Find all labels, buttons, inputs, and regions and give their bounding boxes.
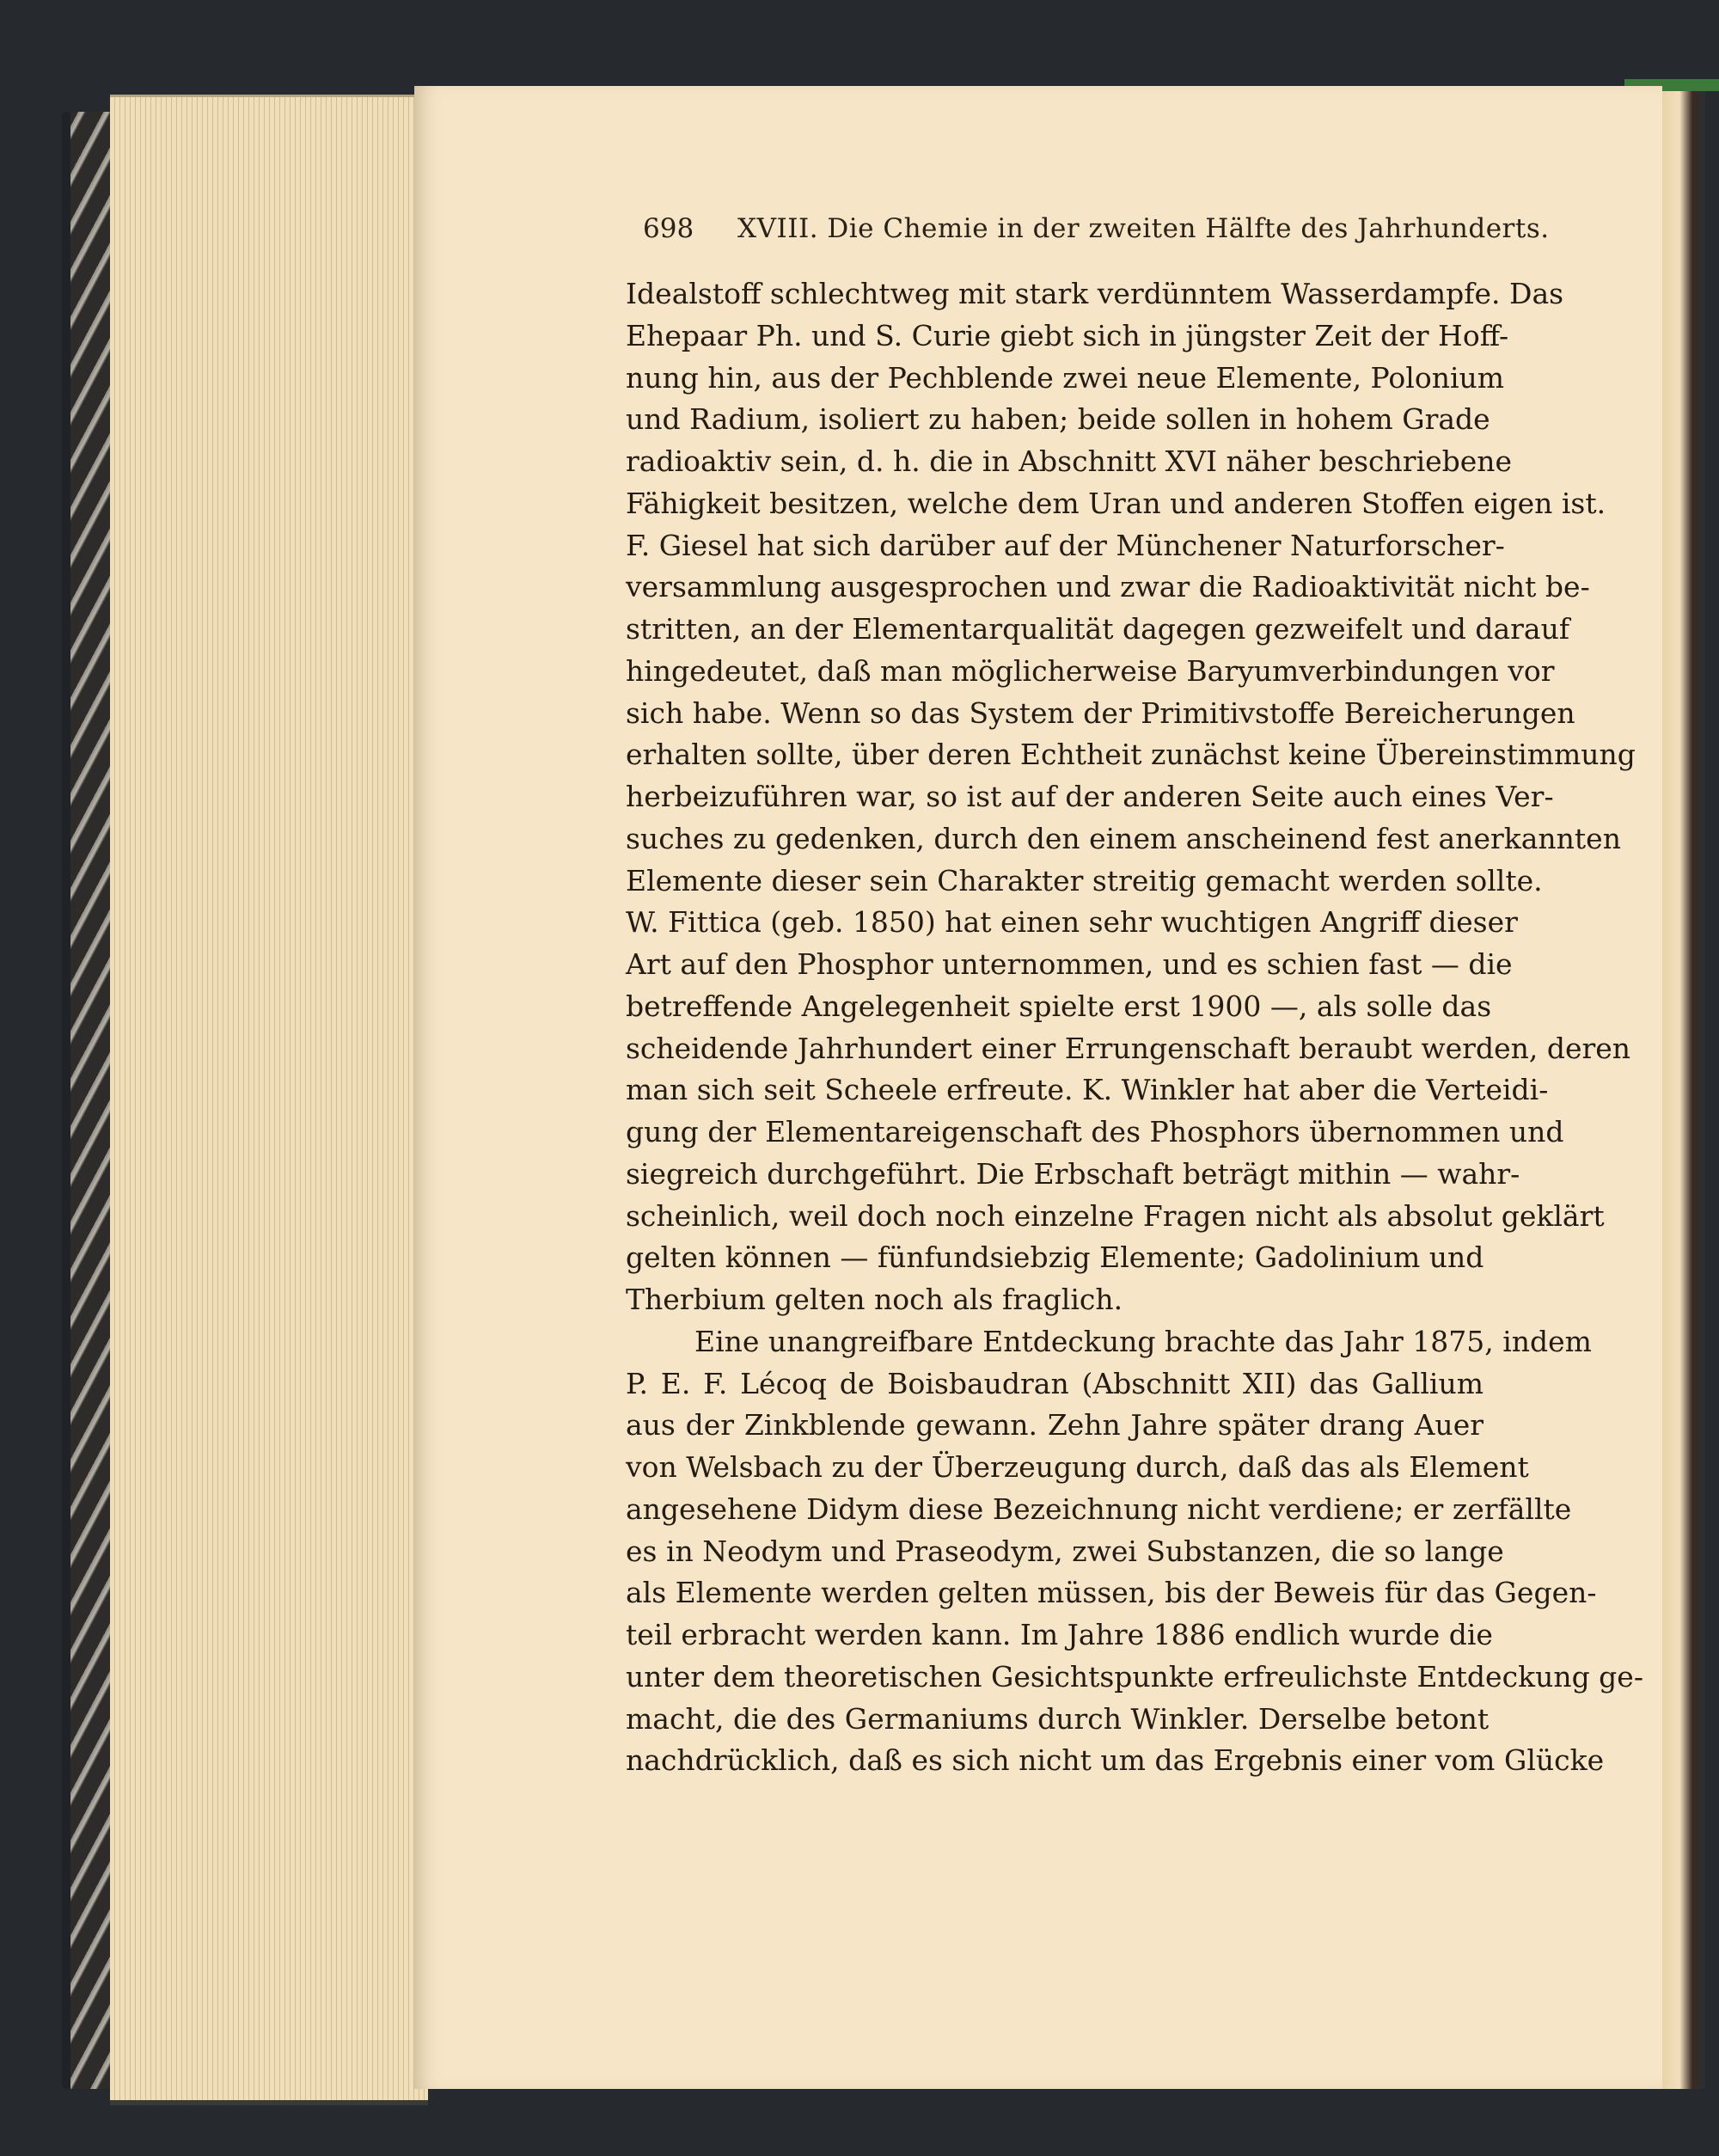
text-line: sich habe. Wenn so das System der Primitivstoffe Bereicherungen xyxy=(626,695,1575,730)
text-line: Elemente dieser sein Charakter streitig gemacht werden sollte. xyxy=(626,863,1543,897)
text-line: hingedeutet, daß man möglicherweise Baryumverbindungen vor xyxy=(626,653,1555,688)
text-line: stritten, an der Elementarqualität dagegen gezweifelt und darauf xyxy=(626,612,1570,646)
text-line: Ehepaar Ph. und S. Curie giebt sich in jüngster Zeit der Hoff- xyxy=(626,318,1509,352)
text-line: F. Giesel hat sich darüber auf der Münchener Naturforscher- xyxy=(626,528,1505,562)
text-line: man sich seit Scheele erfreute. K. Winkler hat aber die Verteidi- xyxy=(626,1073,1549,1107)
text-line: siegreich durchgeführt. Die Erbschaft beträgt mithin — wahr- xyxy=(626,1156,1520,1191)
text-line: scheidende Jahrhundert einer Errungenschaft beraubt werden, deren xyxy=(626,1031,1631,1065)
text-line: teil erbracht werden kann. Im Jahre 1886 endlich wurde die xyxy=(626,1618,1493,1651)
text-line: Eine unangreifbare Entdeckung brachte das Jahr 1875, indem xyxy=(694,1324,1592,1358)
text-line: und Radium, isoliert zu haben; beide sollen in hohem Grade xyxy=(626,402,1490,437)
text-line: radioaktiv sein, d. h. die in Abschnitt XVI näher beschriebene xyxy=(626,444,1513,478)
text-line: erhalten sollte, über deren Echtheit zunächst keine Übereinstimmung xyxy=(626,738,1636,772)
text-line: scheinlich, weil doch noch einzelne Fragen nicht als absolut geklärt xyxy=(626,1198,1605,1233)
text-line: Idealstoff schlechtweg mit stark verdünntem Wasserdampfe. Das xyxy=(626,277,1564,310)
text-line: nung hin, aus der Pechblende zwei neue Elemente, Polonium xyxy=(626,360,1505,395)
text-line: unter dem theoretischen Gesichtspunkte erfreulichste Entdeckung ge- xyxy=(626,1659,1643,1694)
text-line: W. Fittica (geb. 1850) hat einen sehr wuchtigen Angriff dieser xyxy=(626,905,1518,940)
text-line: aus der Zinkblende gewann. Zehn Jahre später drang Auer xyxy=(626,1408,1483,1442)
text-line: Art auf den Phosphor unternommen, und es schien fast — die xyxy=(626,947,1513,981)
text-line: Fähigkeit besitzen, welche dem Uran und anderen Stoffen eigen ist. xyxy=(626,486,1606,520)
text-line: nachdrücklich, daß es sich nicht um das Ergebnis einer vom Glücke xyxy=(626,1743,1605,1778)
text-line: macht, die des Germaniums durch Winkler. Derselbe betont xyxy=(626,1701,1490,1736)
text-line: versammlung ausgesprochen und zwar die Radioaktivität nicht be- xyxy=(626,570,1590,604)
page-edges xyxy=(110,95,428,2105)
text-line: gung der Elementareigenschaft des Phosphors übernommen und xyxy=(626,1115,1564,1148)
text-line: von Welsbach zu der Überzeugung durch, daß das als Element xyxy=(626,1450,1529,1484)
text-line: herbeizuführen war, so ist auf der anderen Seite auch eines Ver- xyxy=(626,780,1554,813)
text-line: P. E. F. Lécoq de Boisbaudran (Abschnitt XII) das Gallium xyxy=(626,1366,1483,1400)
text-line: betreffende Angelegenheit spielte erst 1900 —, als solle das xyxy=(626,989,1492,1023)
text-line: als Elemente werden gelten müssen, bis der Beweis für das Gegen- xyxy=(626,1576,1597,1610)
right-page-edge xyxy=(1662,82,1705,2089)
text-line: suches zu gedenken, durch den einem anscheinend fest anerkannten xyxy=(626,821,1621,855)
page-header xyxy=(643,213,1550,256)
body-text xyxy=(626,273,1643,1782)
page-number: 698 xyxy=(643,213,694,244)
running-head: XVIII. Die Chemie in der zweiten Hälfte des Jahrhunderts. xyxy=(737,213,1550,244)
text-line: angesehene Didym diese Bezeichnung nicht verdiene; er zerfällte xyxy=(626,1491,1572,1526)
text-line: Therbium gelten noch als fraglich. xyxy=(626,1283,1123,1316)
text-line: gelten können — fünfundsiebzig Elemente; Gadolinium und xyxy=(626,1240,1484,1275)
text-line: es in Neodym und Praseodym, zwei Substanzen, die so lange xyxy=(626,1534,1504,1568)
